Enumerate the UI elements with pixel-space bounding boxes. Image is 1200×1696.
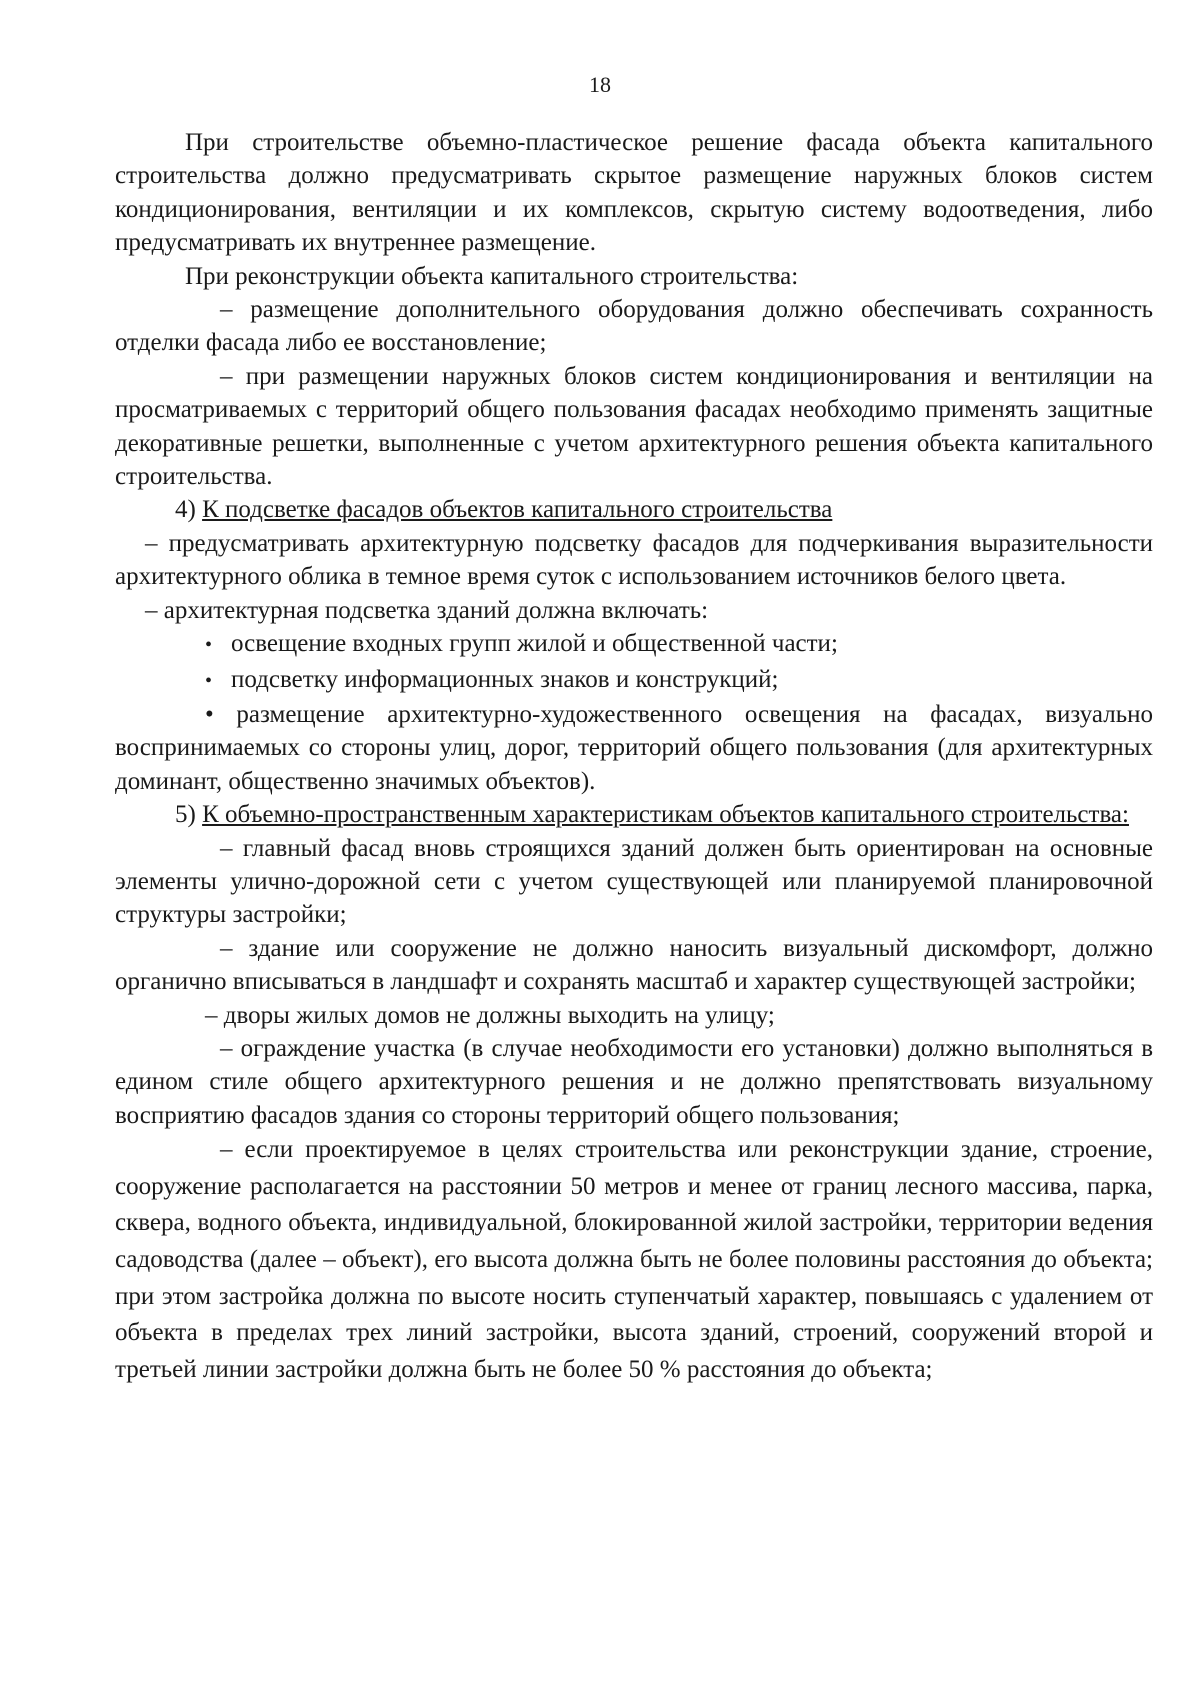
paragraph-site-fencing: – ограждение участка (в случае необходимости его установки) должно выполняться в едином стиле общего архитектурного решения и не должно препятствовать визуальному восприятию фасадов здания со стороны территорий общего пользования; [115, 1034, 1153, 1129]
section-heading-4 [115, 493, 1153, 526]
paragraph-additional-equipment: – размещение дополнительного оборудования должно обеспечивать сохранность отделки фасада либо ее восстановление; [115, 296, 1153, 357]
section-number-5: 5) [175, 801, 196, 829]
paragraph-lighting-includes: – архитектурная подсветка зданий должна включать: [145, 596, 709, 624]
bullet-item-entrance-lighting [115, 627, 1153, 662]
document-body [115, 126, 1153, 1388]
section-number-4: 4) [175, 496, 196, 524]
paragraph-courtyards: – дворы жилых домов не должны выходить на улицу; [205, 1001, 775, 1029]
paragraph-reconstruction-intro: При реконструкции объекта капитального строительства: [185, 262, 799, 290]
paragraph-visual-discomfort: – здание или сооружение не должно наносить визуальный дискомфорт, должно органично вписываться в ландшафт и сохранять масштаб и характер существующей застройки; [115, 934, 1153, 996]
page-number: 18 [589, 72, 611, 97]
paragraph-building-height: – если проектируемое в целях строительства или реконструкции здание, строение, сооружение располагается на расстоянии 50 метров и менее от границ лесного массива, парка, сквера, водного объекта, индивидуальной, блокированной жилой застройки, территории ведения садоводства (далее – объект), его высота должна быть не более половины расстояния до объекта; при этом застройка должна по высоте носить ступенчатый характер, повышаясь с удалением от объекта в пределах трех линий застройки, высота зданий, строений, сооружений второй и третьей линии застройки должна быть не более 50 % расстояния до объекта; [115, 1136, 1153, 1383]
paragraph-facade-lighting: – предусматривать архитектурную подсветку фасадов для подчеркивания выразительности архитектурного облика в темное время суток с использованием источников белого цвета. [115, 529, 1153, 591]
bullet-text: освещение входных групп жилой и общественной части; [231, 630, 838, 658]
bullet-icon: • [205, 669, 213, 692]
paragraph-outdoor-units: – при размещении наружных блоков систем кондиционирования и вентиляции на просматриваемых с территорий общего пользования фасадах необходимо применять защитные декоративные решетки, выполненные с учетом архитектурного решения объекта капитального строительства. [115, 362, 1153, 491]
bullet-item-sign-lighting [115, 663, 1153, 698]
bullet-text: подсветку информационных знаков и конструкций; [231, 665, 779, 693]
bullet-icon: • [205, 634, 213, 657]
section-heading-5 [115, 798, 1153, 831]
section-title-4: К подсветке фасадов объектов капитального строительства [202, 496, 833, 524]
bullet-item-architectural-lighting: • размещение архитектурно-художественного освещения на фасадах, визуально воспринимаемых со стороны улиц, дорог, территорий общего пользования (для архитектурных доминант, общественно значимых объектов). [115, 700, 1153, 795]
section-title-5: К объемно-пространственным характеристикам объектов капитального строительства: [202, 801, 1129, 829]
paragraph-construction-facade: При строительстве объемно-пластическое решение фасада объекта капитального строительства должно предусматривать скрытое размещение наружных блоков систем кондиционирования, вентиляции и их комплексов, скрытую систему водоотведения, либо предусматривать их внутреннее размещение. [115, 129, 1153, 257]
paragraph-main-facade: – главный фасад вновь строящихся зданий должен быть ориентирован на основные элементы улично-дорожной сети с учетом существующей или планируемой планировочной структуры застройки; [115, 834, 1153, 929]
